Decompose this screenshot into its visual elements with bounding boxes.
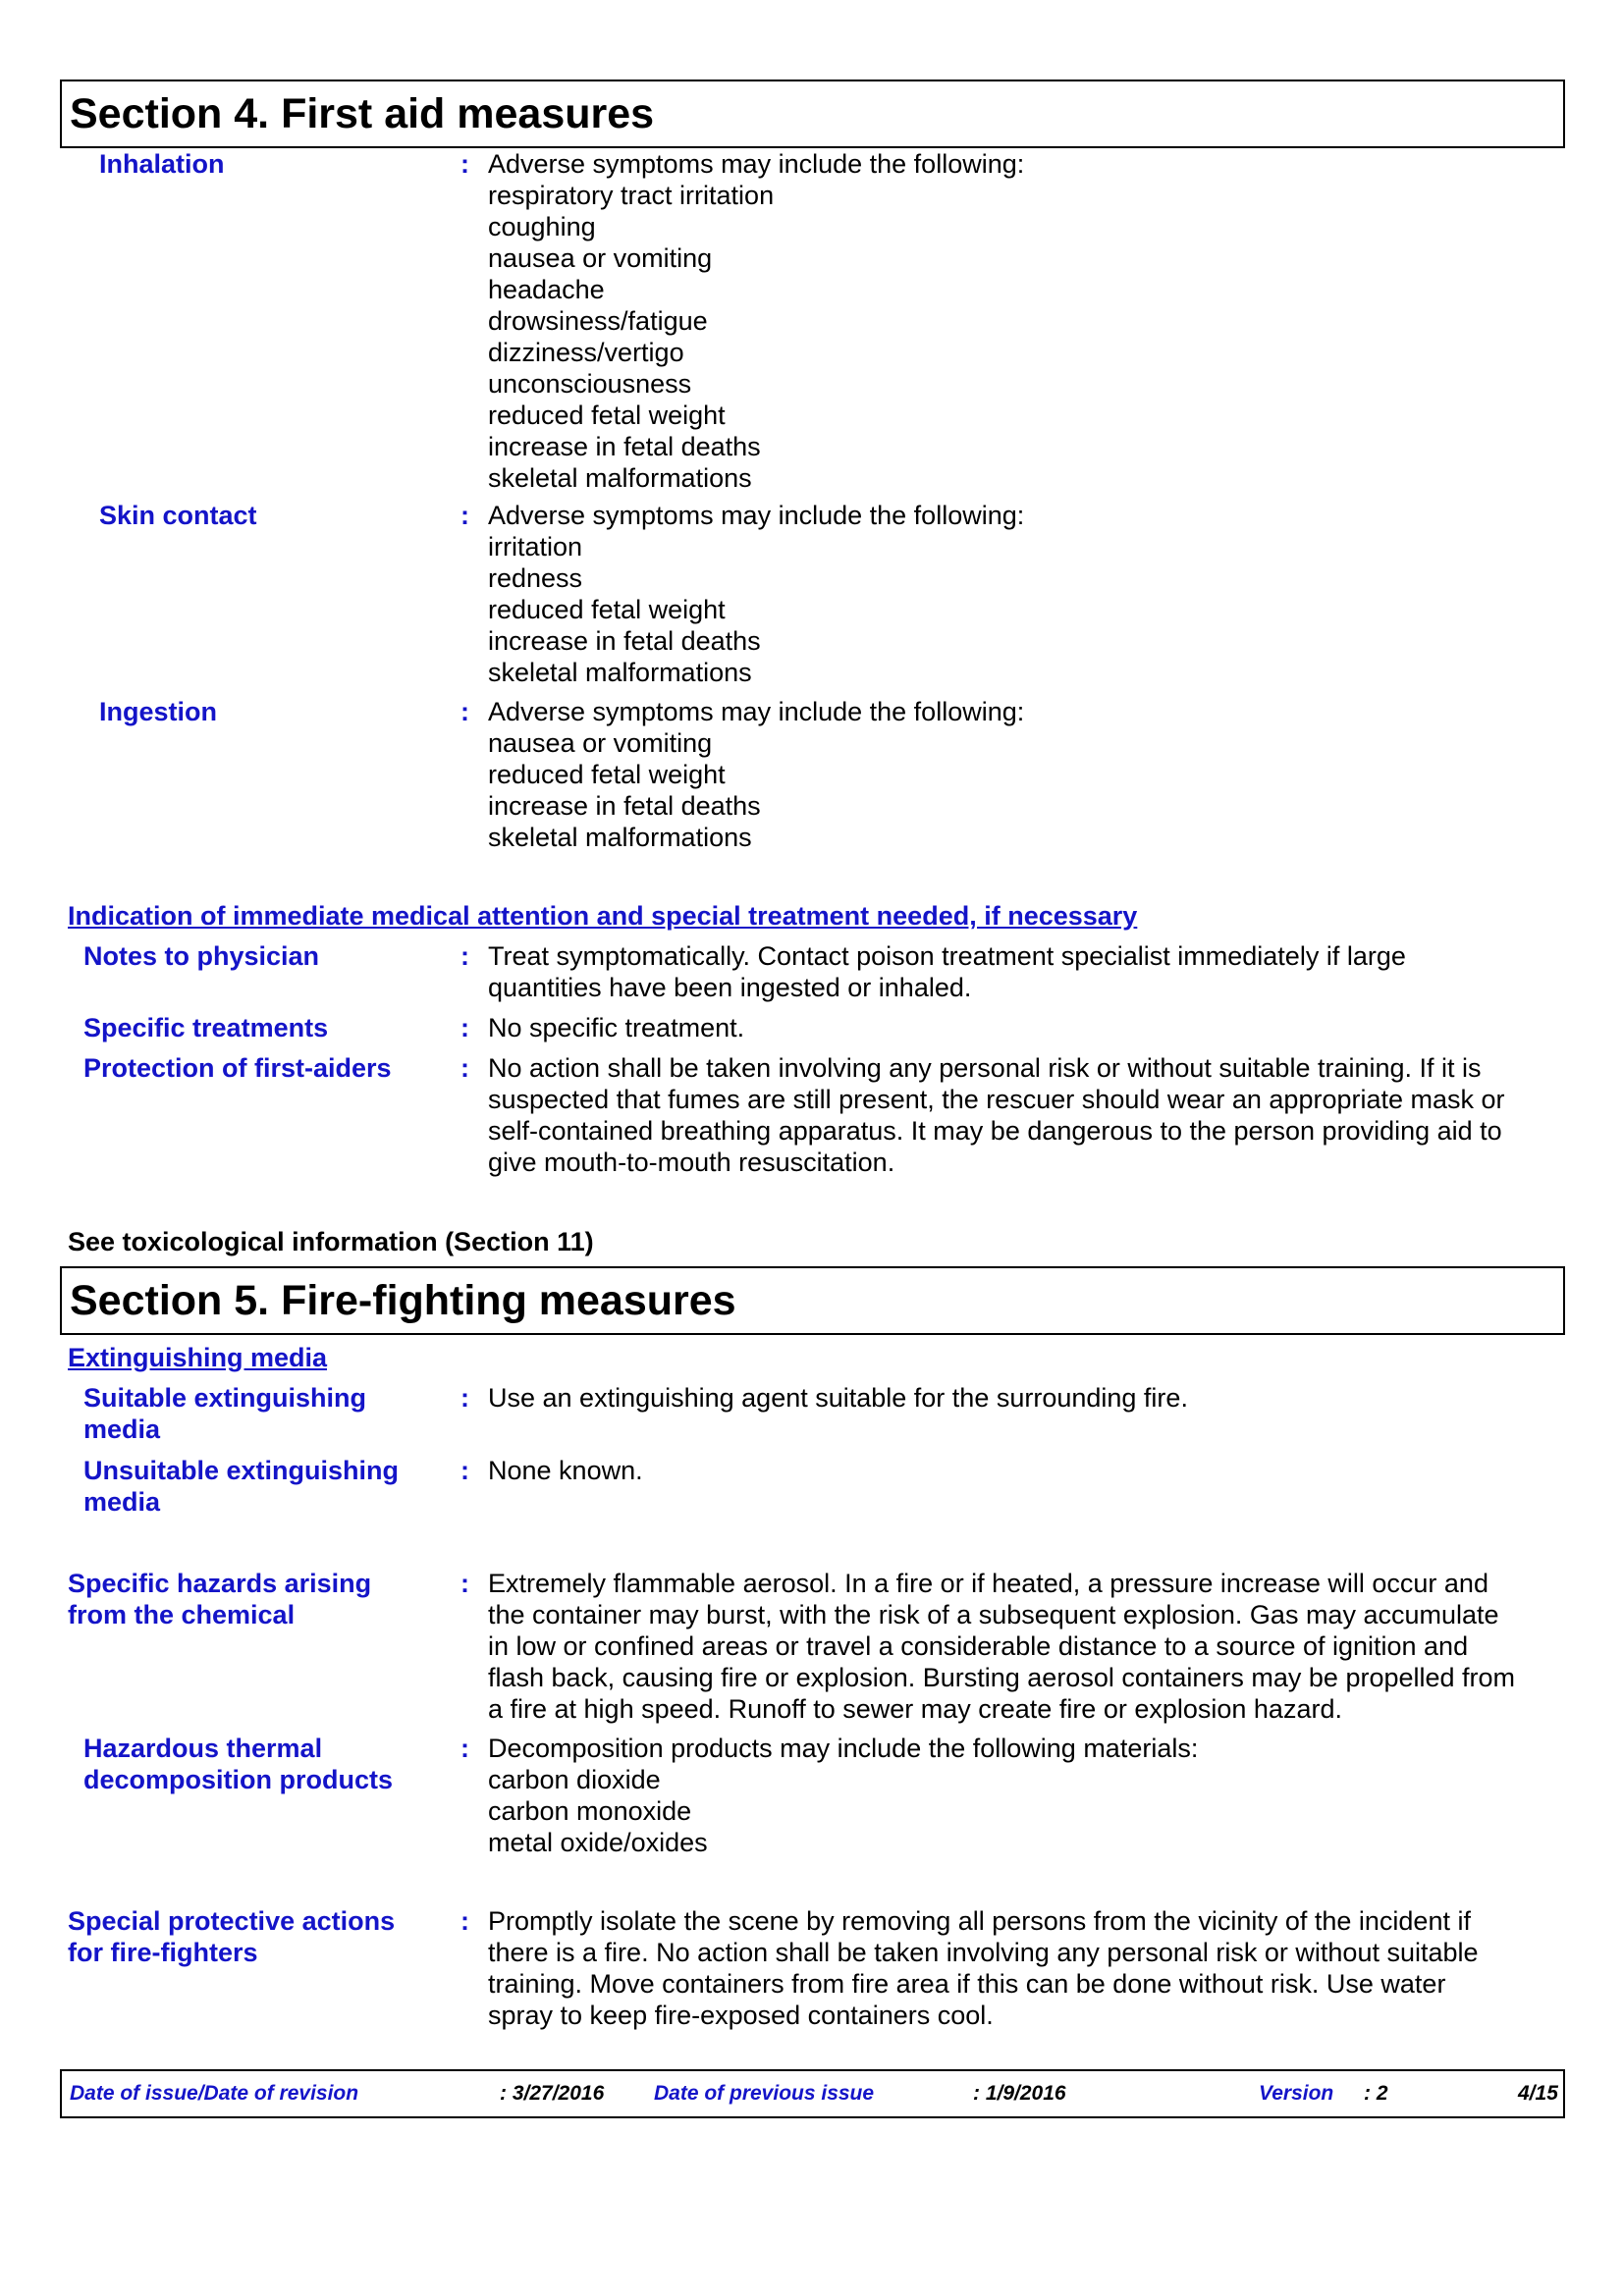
colon: : <box>460 149 469 179</box>
text-line: nausea or vomiting <box>488 728 713 758</box>
colon: : <box>460 1734 469 1763</box>
skin-contact-label: Skin contact <box>99 501 257 530</box>
text-line: Adverse symptoms may include the following: <box>488 501 1025 530</box>
text-line: drowsiness/fatigue <box>488 306 708 336</box>
colon: : <box>460 1906 469 1936</box>
text-line: the container may burst, with the risk of a subsequent explosion. Gas may accumulate <box>488 1600 1499 1629</box>
section-5-title: Section 5. Fire-fighting measures <box>60 1266 1565 1335</box>
text-line: metal oxide/oxides <box>488 1828 708 1857</box>
text-line: increase in fetal deaths <box>488 791 761 821</box>
notes-to-physician-label: Notes to physician <box>83 941 320 971</box>
section-4-title: Section 4. First aid measures <box>60 80 1565 148</box>
text-line: skeletal malformations <box>488 463 752 493</box>
text-line: Special protective actions <box>68 1906 396 1936</box>
text-line: No specific treatment. <box>488 1013 745 1042</box>
colon: : <box>460 1053 469 1083</box>
colon: : <box>460 1456 469 1485</box>
colon: : <box>460 1383 469 1413</box>
special-protective-value <box>488 1905 1568 2031</box>
suitable-extinguishing-value <box>488 1382 1568 1414</box>
text-line: Specific hazards arising <box>68 1569 372 1598</box>
text-line: unconsciousness <box>488 369 692 399</box>
text-line: Hazardous thermal <box>83 1734 323 1763</box>
hazardous-thermal-value <box>488 1733 1568 1858</box>
text-line: Unsuitable extinguishing <box>83 1456 400 1485</box>
text-line: training. Move containers from fire area if this can be done without risk. Use water <box>488 1969 1446 1999</box>
text-line: No action shall be taken involving any personal risk or without suitable training. If it is <box>488 1053 1482 1083</box>
specific-treatments-label: Specific treatments <box>83 1013 329 1042</box>
colon: : <box>460 1569 469 1598</box>
text-line: decomposition products <box>83 1765 394 1794</box>
hazardous-thermal-label <box>83 1733 393 1795</box>
notes-to-physician-value <box>488 940 1568 1003</box>
text-line: self-contained breathing apparatus. It may be dangerous to the person providing aid to <box>488 1116 1502 1146</box>
text-line: for fire-fighters <box>68 1938 258 1967</box>
text-line: carbon dioxide <box>488 1765 661 1794</box>
text-line: give mouth-to-mouth resuscitation. <box>488 1148 895 1177</box>
text-line: increase in fetal deaths <box>488 432 761 461</box>
text-line: suspected that fumes are still present, the rescuer should wear an appropriate mask or <box>488 1085 1505 1114</box>
page-number: 4/15 <box>1518 2082 1558 2105</box>
text-line: carbon monoxide <box>488 1796 692 1826</box>
previous-issue-label: Date of previous issue <box>654 2082 875 2105</box>
ingestion-value <box>488 696 1568 853</box>
colon: : <box>460 697 469 726</box>
text-line: nausea or vomiting <box>488 243 713 273</box>
text-line: Adverse symptoms may include the following: <box>488 149 1025 179</box>
text-line: irritation <box>488 532 583 561</box>
inhalation-value <box>488 148 1568 494</box>
inhalation-label: Inhalation <box>99 149 225 179</box>
text-line: dizziness/vertigo <box>488 338 684 367</box>
text-line: from the chemical <box>68 1600 296 1629</box>
specific-treatments-value <box>488 1012 1568 1043</box>
colon: : <box>460 941 469 971</box>
text-line: redness <box>488 563 583 593</box>
ingestion-label: Ingestion <box>99 697 217 726</box>
version-value: : 2 <box>1364 2082 1388 2105</box>
issue-date-label: Date of issue/Date of revision <box>70 2082 359 2105</box>
see-toxicological-note: See toxicological information (Section 11) <box>68 1227 594 1256</box>
text-line: reduced fetal weight <box>488 400 726 430</box>
text-line: spray to keep fire-exposed containers cool. <box>488 2001 994 2030</box>
text-line: Extremely flammable aerosol. In a fire or if heated, a pressure increase will occur and <box>488 1569 1488 1598</box>
unsuitable-extinguishing-value <box>488 1455 1568 1486</box>
text-line: increase in fetal deaths <box>488 626 761 656</box>
indication-heading: Indication of immediate medical attention and special treatment needed, if necessary <box>68 901 1138 931</box>
specific-hazards-label <box>68 1568 371 1630</box>
text-line: flash back, causing fire or explosion. Bursting aerosol containers may be propelled from <box>488 1663 1516 1692</box>
text-line: Adverse symptoms may include the following: <box>488 697 1025 726</box>
text-line: skeletal malformations <box>488 658 752 687</box>
text-line: media <box>83 1487 161 1517</box>
text-line: coughing <box>488 212 596 241</box>
special-protective-label <box>68 1905 395 1968</box>
extinguishing-media-heading: Extinguishing media <box>68 1343 328 1372</box>
text-line: in low or confined areas or travel a considerable distance to a source of ignition and <box>488 1631 1469 1661</box>
unsuitable-extinguishing-label <box>83 1455 399 1518</box>
text-line: media <box>83 1415 161 1444</box>
text-line: None known. <box>488 1456 643 1485</box>
text-line: Promptly isolate the scene by removing all persons from the vicinity of the incident if <box>488 1906 1471 1936</box>
text-line: Treat symptomatically. Contact poison treatment specialist immediately if large <box>488 941 1406 971</box>
text-line: Decomposition products may include the following materials: <box>488 1734 1199 1763</box>
previous-issue-value: : 1/9/2016 <box>973 2082 1066 2105</box>
text-line: quantities have been ingested or inhaled. <box>488 973 972 1002</box>
colon: : <box>460 1013 469 1042</box>
issue-date-value: : 3/27/2016 <box>500 2082 605 2105</box>
text-line: Use an extinguishing agent suitable for the surrounding fire. <box>488 1383 1188 1413</box>
specific-hazards-value <box>488 1568 1568 1725</box>
page-footer <box>60 2069 1565 2118</box>
protection-first-aiders-value <box>488 1052 1568 1178</box>
text-line: headache <box>488 275 605 304</box>
text-line: respiratory tract irritation <box>488 181 775 210</box>
text-line: reduced fetal weight <box>488 595 726 624</box>
suitable-extinguishing-label <box>83 1382 366 1445</box>
text-line: reduced fetal weight <box>488 760 726 789</box>
version-label: Version <box>1259 2082 1334 2105</box>
protection-first-aiders-label: Protection of first-aiders <box>83 1053 392 1083</box>
skin-contact-value <box>488 500 1568 688</box>
text-line: a fire at high speed. Runoff to sewer may create fire or explosion hazard. <box>488 1694 1342 1724</box>
colon: : <box>460 501 469 530</box>
text-line: there is a fire. No action shall be taken involving any personal risk or without suitable <box>488 1938 1479 1967</box>
text-line: Suitable extinguishing <box>83 1383 367 1413</box>
text-line: skeletal malformations <box>488 823 752 852</box>
